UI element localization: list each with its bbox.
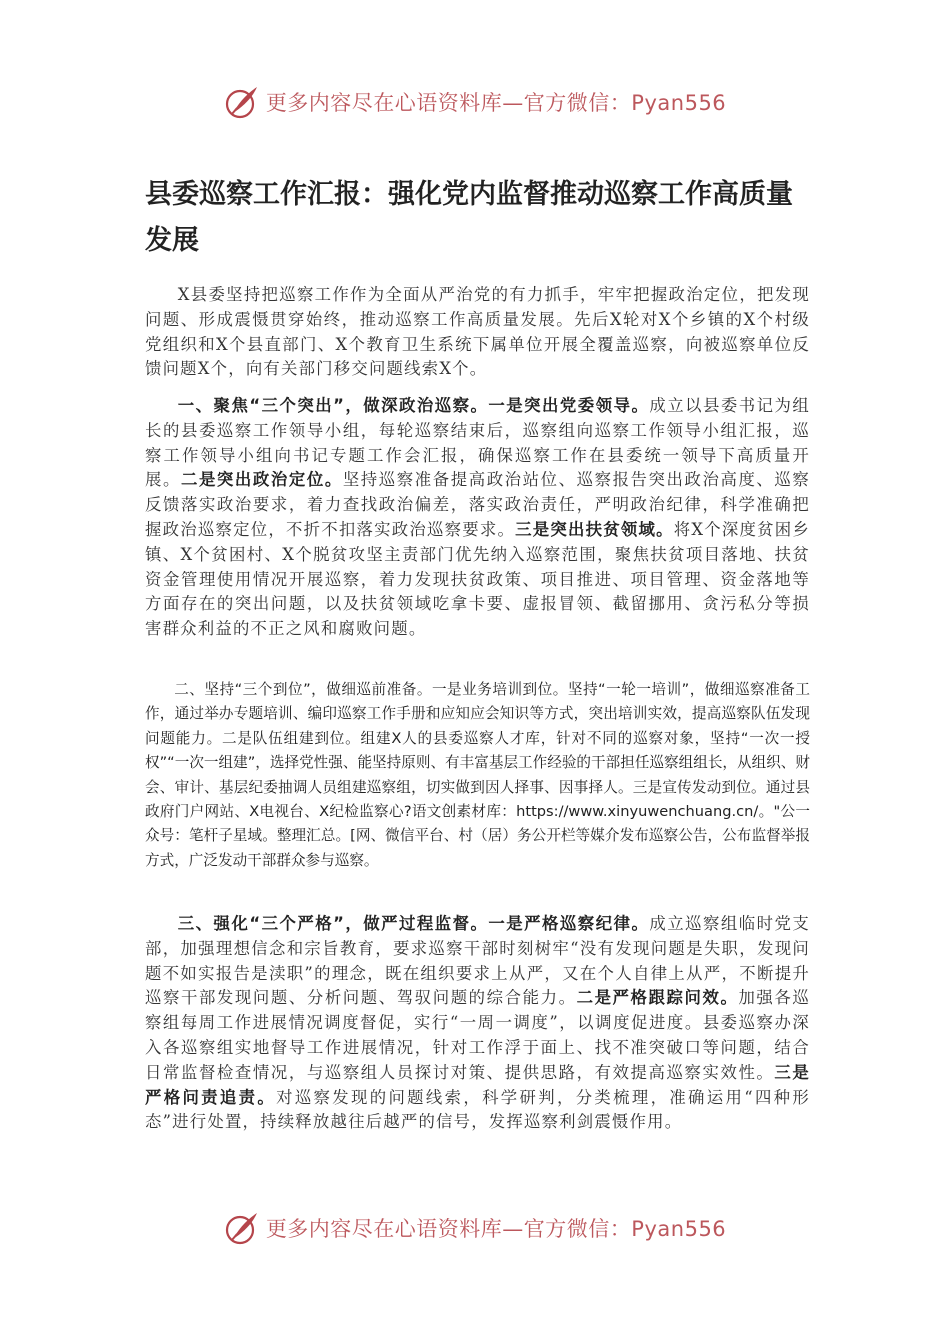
watermark-text: 更多内容尽在心语资料库—官方微信：Pyan556: [265, 91, 727, 115]
section-1-point-3-label: 三是突出扶贫领域。: [515, 519, 674, 539]
section-3-point-2-label: 二是严格跟踪问效。: [576, 988, 739, 1008]
section-1-point-1-label: 一是突出党委领导。: [488, 396, 650, 415]
section-1-paragraph: [145, 394, 810, 642]
quill-pen-logo-icon: [224, 84, 260, 120]
section-3-heading: 三、强化“三个严格”，做严过程监督。: [177, 914, 489, 933]
section-3-point-3-text: 对巡察发现的问题线索，科学研判，分类梳理，准确运用“四种形态”进行处置，持续释放越往后越严的信号，发挥巡察利剑震慑作用。: [145, 1087, 810, 1132]
section-3-point-1-text: 成立巡察组临时党支部，加强理想信念和宗旨教育，要求巡察干部时刻树牢“没有发现问题是失职，发现问题不如实报告是渎职”的理念，既在组织要求上从严，又在个人自律上从严，不断提升巡察干部发现问题、分析问题、驾驭问题的综合能力。: [145, 914, 810, 1008]
section-1-point-2-label: 二是突出政治定位。: [180, 470, 343, 490]
section-1-point-2-text: 坚持巡察准备提高政治站位、巡察报告突出政治高度、巡察反馈落实政治要求，着力查找政治偏差，落实政治责任，严明政治纪律，科学准确把握政治巡察定位，不折不扣落实政治巡察要求。: [145, 470, 810, 539]
section-3-paragraph: [145, 912, 810, 1135]
section-1-point-1-text: 成立以县委书记为组长的县委巡察工作领导小组，每轮巡察结束后，巡察组向巡察工作领导小组汇报，巡察工作领导小组向书记专题工作会汇报，确保巡察工作在县委统一领导下高质量开展。: [145, 396, 810, 490]
section-1-point-3-text: 将X个深度贫困乡镇、X个贫困村、X个脱贫攻坚主责部门优先纳入巡察范围，聚焦扶贫项目落地、扶贫资金管理使用情况开展巡察，着力发现扶贫政策、项目推进、项目管理、资金落地等方面存在的突出问题，以及扶贫领域吃拿卡要、虚报冒领、截留挪用、贪污私分等损害群众利益的不正之风和腐败问题。: [145, 519, 810, 639]
section-2-paragraph: 二、坚持“三个到位”，做细巡前准备。一是业务培训到位。坚持“一轮一培训”，做细巡察准备工作，通过举办专题培训、编印巡察工作手册和应知应会知识等方式，突出培训实效，提高巡察队伍发现问题能力。二是队伍组建到位。组建X人的县委巡察人才库，针对不同的巡察对象，坚持“一次一授权”“一次一组建”，选择党性强、能坚持原则、有丰富基层工作经验的干部担任巡察组组长，从组织、财会、审计、基层纪委抽调人员组建巡察组，切实做到因人择事、因事择人。三是宣传发动到位。通过县政府门户网站、X电视台、X纪检监察心?语文创素材库：https://www.xinyuwenchuang.cn/。"公一众号：笔杆子星域。整理汇总。[网、微信平台、村（居）务公开栏等媒介发布巡察公告，公布监督举报方式，广泛发动干部群众参与巡察。: [145, 681, 810, 869]
watermark-text: 更多内容尽在心语资料库—官方微信：Pyan556: [265, 1217, 727, 1241]
header-watermark-banner: [0, 82, 950, 122]
footer-watermark-banner: [0, 1208, 950, 1248]
section-3-point-3-label: 三是严格问责追责。: [145, 1062, 810, 1107]
section-1-heading: 一、聚焦“三个突出”，做深政治巡察。: [177, 396, 489, 415]
section-3-point-1-label: 一是严格巡察纪律。: [488, 914, 650, 933]
quill-pen-logo-icon: [224, 1210, 260, 1246]
document-title: 县委巡察工作汇报：强化党内监督推动巡察工作高质量发展: [145, 179, 793, 256]
intro-paragraph: X县委坚持把巡察工作作为全面从严治党的有力抓手，牢牢把握政治定位，把发现问题、形成震慑贯穿始终，推动巡察工作高质量发展。先后X轮对X个乡镇的X个村级党组织和X个县直部门、X个教育卫生系统下属单位开展全覆盖巡察，向被巡察单位反馈问题X个，向有关部门移交问题线索X个。: [145, 285, 810, 379]
section-3-point-2-text: 加强各巡察组每周工作进展情况调度督促，实行“一周一调度”，以调度促进度。县委巡察办深入各巡察组实地督导工作进展情况，针对工作浮于面上、找不准突破口等问题，结合日常监督检查情况，与巡察组人员探讨对策、提供思路，有效提高巡察实效性。: [145, 988, 810, 1082]
